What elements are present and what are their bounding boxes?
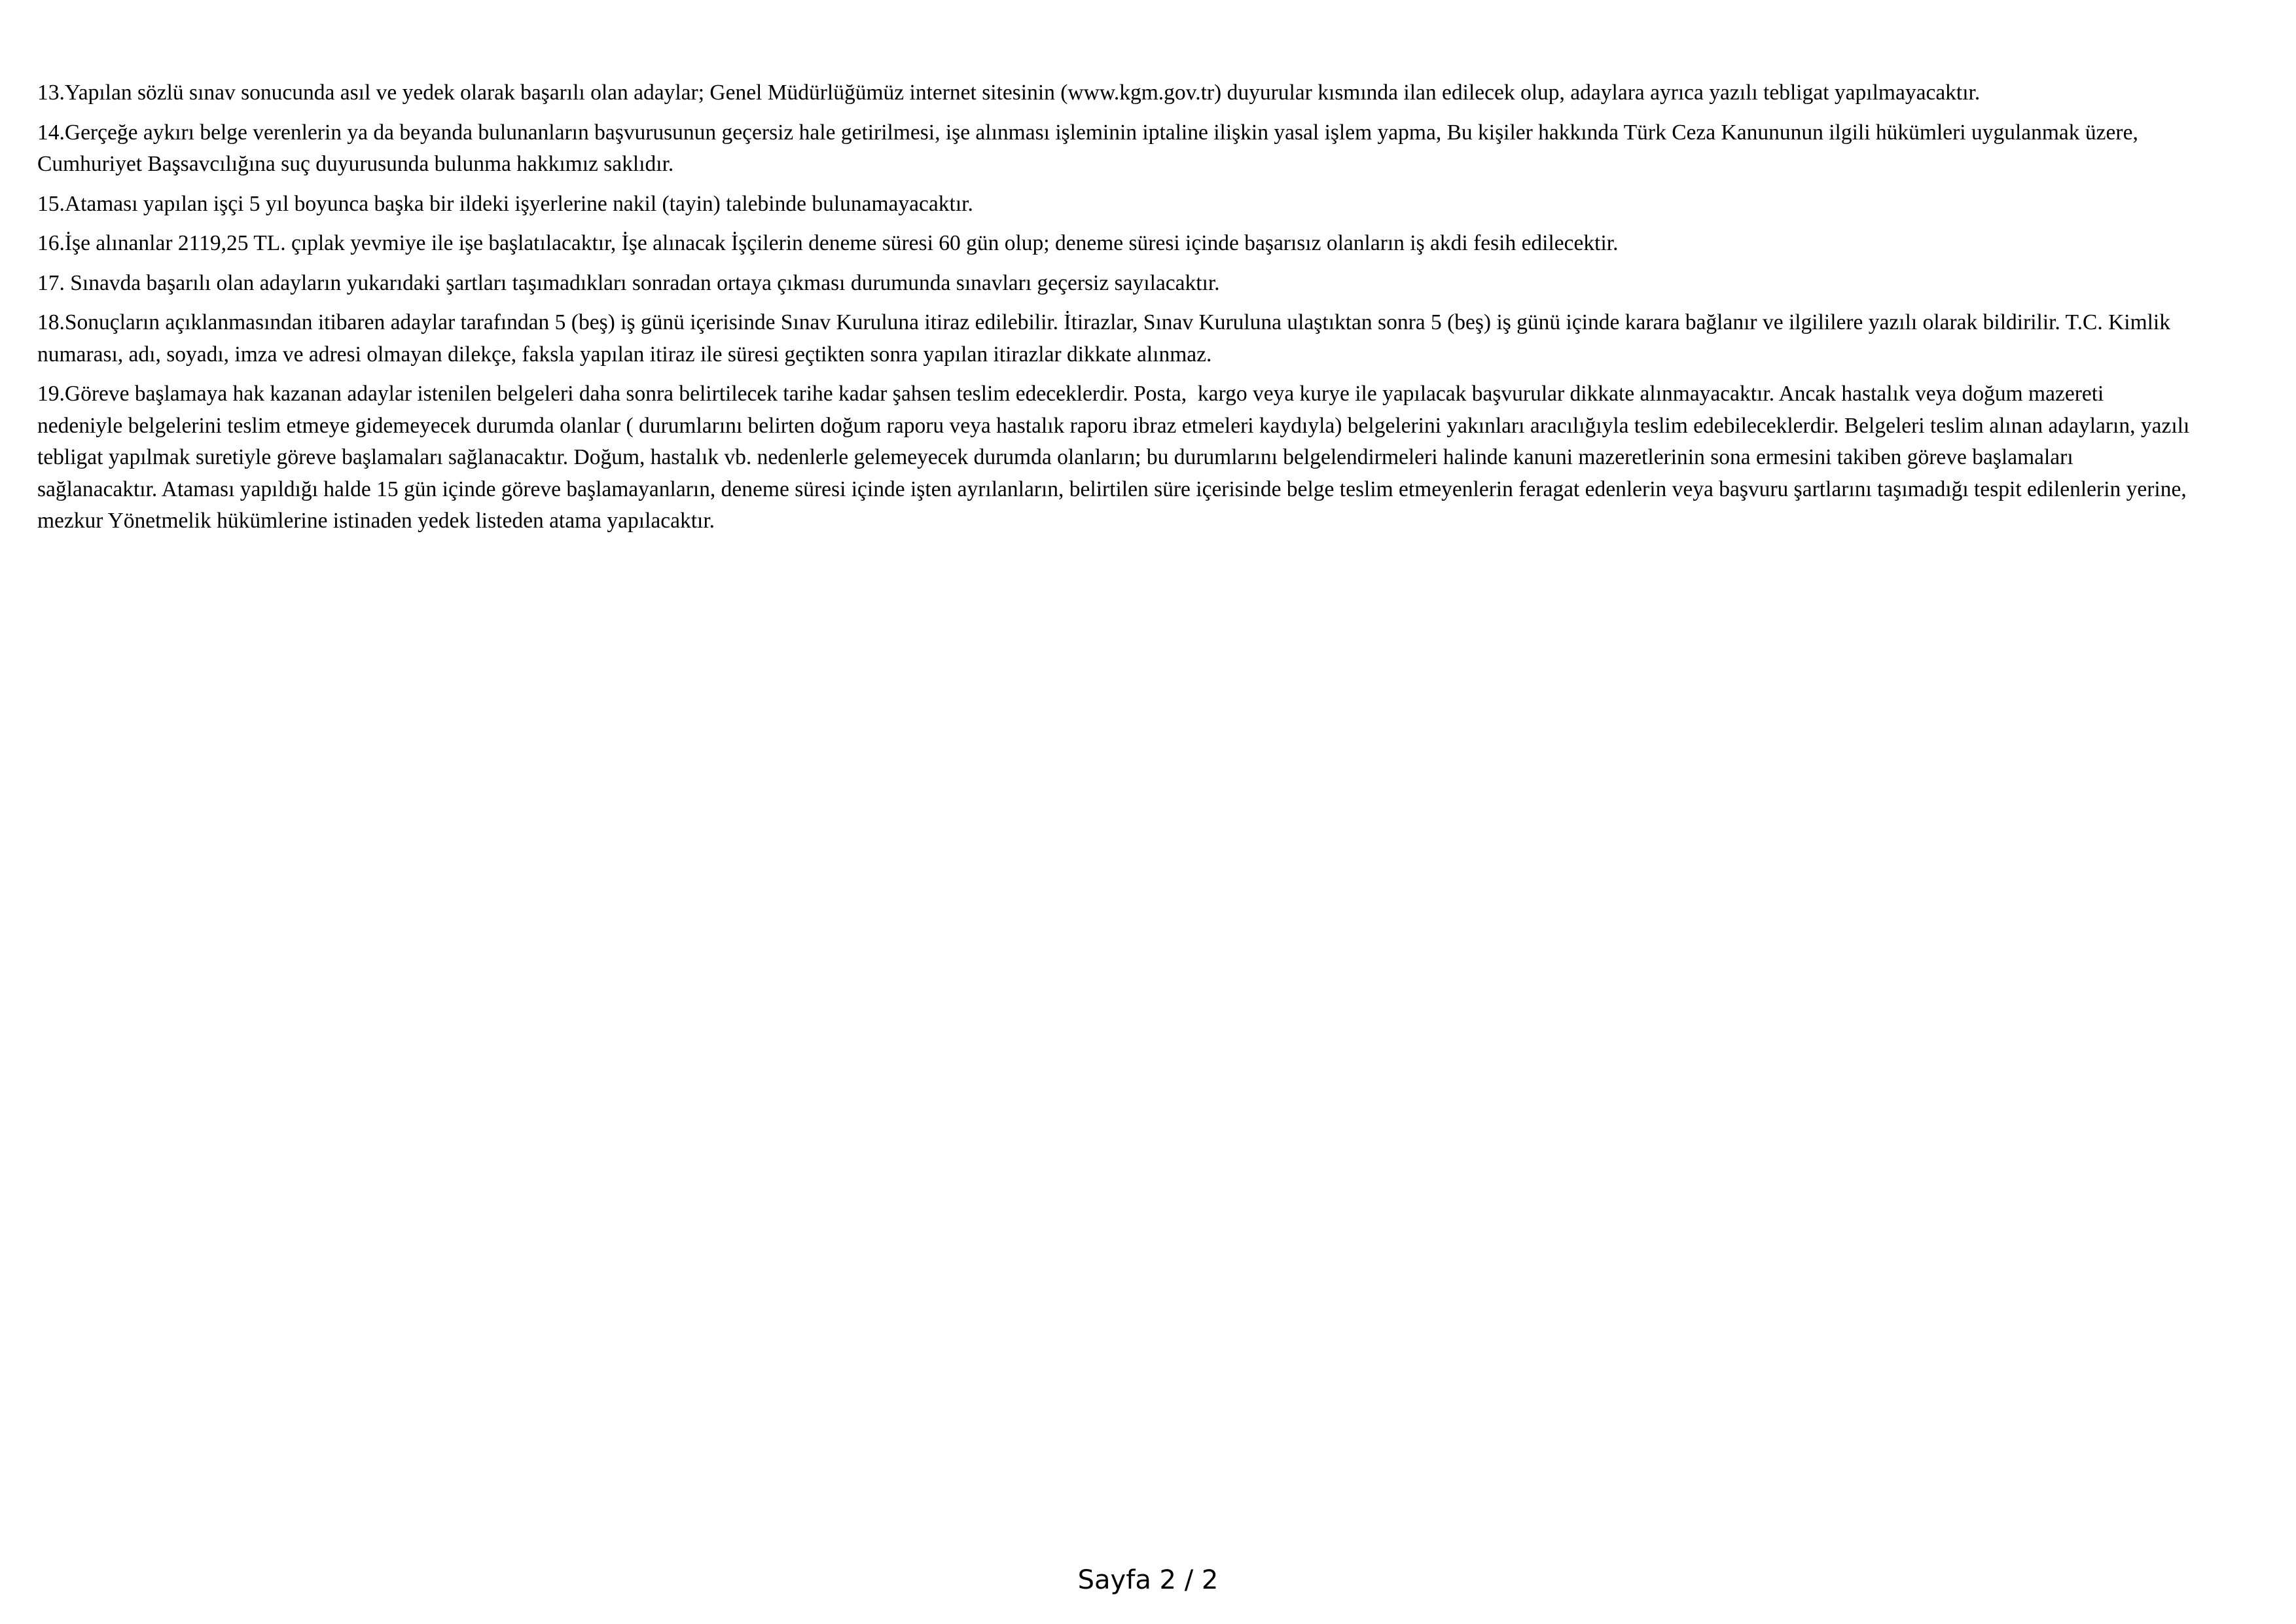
paragraph-14: 14.Gerçeğe aykırı belge verenlerin ya da beyanda bulunanların başvurusunun geçersiz hale getirilmesi, işe alınması işleminin iptaline ilişkin yasal işlem yapma, Bu kişiler hakkında Türk Ceza Kanununun ilgili hükümleri uygulanmak üzere, Cumhuriyet Başsavcılığına suç duyurusunda bulunma hakkımız saklıdır. xyxy=(37,120,2144,176)
paragraph-15: 15.Ataması yapılan işçi 5 yıl boyunca başka bir ildeki işyerlerine nakil (tayin) talebinde bulunamayacaktır. xyxy=(37,191,973,216)
paragraph-16: 16.İşe alınanlar 2119,25 TL. çıplak yevmiye ile işe başlatılacaktır, İşe alınacak İşçilerin deneme süresi 60 gün olup; deneme süresi içinde başarısız olanların iş akdi fesih edilecektir. xyxy=(37,231,1619,255)
page-number-footer: Sayfa 2 / 2 xyxy=(1077,1565,1219,1595)
paragraph-19: 19.Göreve başlamaya hak kazanan adaylar istenilen belgeleri daha sonra belirtilecek tarihe kadar şahsen teslim edeceklerdir. Posta, kargo veya kurye ile yapılacak başvurular dikkate alınmayacaktır. Ancak hastalık veya doğum mazereti nedeniyle belgelerini teslim etmeye gidemeyecek durumda olanlar ( durumlarını belirten doğum raporu veya hastalık raporu ibraz etmeleri kaydıyla) belgelerini yakınları aracılığıyla teslim edebileceklerdir. Belgeleri teslim alınan adayların, yazılı tebligat yapılmak suretiyle göreve başlamaları sağlanacaktır. Doğum, hastalık vb. nedenlerle gelemeyecek durumda olanların; bu durumlarını belgelendirmeleri halinde kanuni mazeretlerinin sona ermesini takiben göreve başlamaları sağlanacaktır. Ataması yapıldığı halde 15 gün içinde göreve başlamayanların, deneme süresi içinde işten ayrılanların, belirtilen süre içerisinde belge teslim etmeyenlerin feragat edenlerin veya başvuru şartlarını taşımadığı tespit edilenlerin yerine, mezkur Yönetmelik hükümlerine istinaden yedek listeden atama yapılacaktır. xyxy=(37,382,2195,533)
document-body xyxy=(37,77,2195,545)
paragraph-13: 13.Yapılan sözlü sınav sonucunda asıl ve yedek olarak başarılı olan adaylar; Genel Müdürlüğümüz internet sitesinin (www.kgm.gov.tr) duyurular kısmında ilan edilecek olup, adaylara ayrıca yazılı tebligat yapılmayacaktır. xyxy=(37,81,1981,105)
paragraph-17: 17. Sınavda başarılı olan adayların yukarıdaki şartları taşımadıkları sonradan ortaya çıkması durumunda sınavları geçersiz sayılacaktır. xyxy=(37,270,1220,295)
paragraph-18: 18.Sonuçların açıklanmasından itibaren adaylar tarafından 5 (beş) iş günü içerisinde Sınav Kuruluna itiraz edilebilir. İtirazlar, Sınav Kuruluna ulaştıktan sonra 5 (beş) iş günü içinde karara bağlanır ve ilgililere yazılı olarak bildirilir. T.C. Kimlik numarası, adı, soyadı, imza ve adresi olmayan dilekçe, faksla yapılan itiraz ile süresi geçtikten sonra yapılan itirazlar dikkate alınmaz. xyxy=(37,310,2176,367)
